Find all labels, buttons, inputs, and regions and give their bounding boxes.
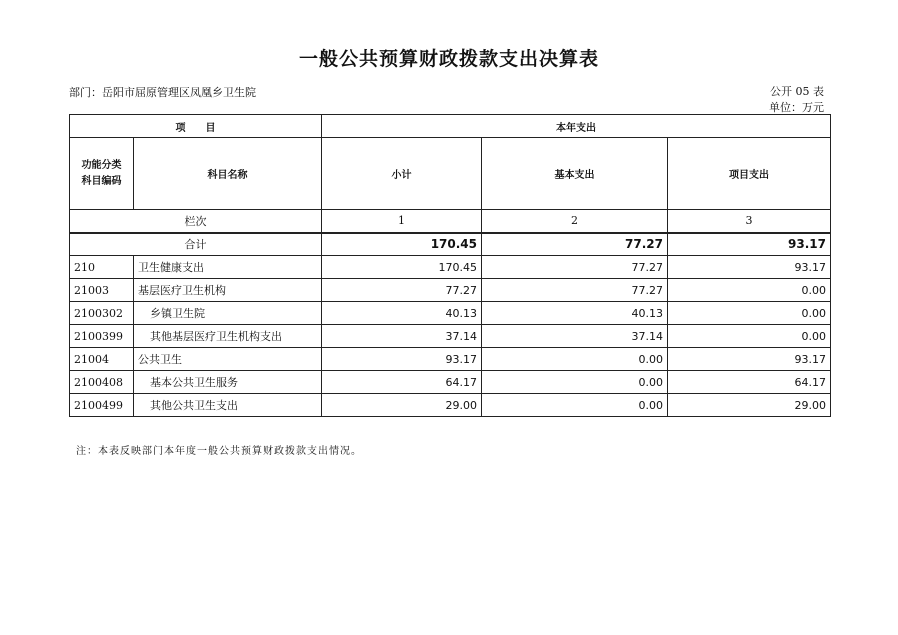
row-subtotal: 93.17 (322, 348, 482, 371)
row-project: 93.17 (668, 256, 831, 279)
row-subtotal: 77.27 (322, 279, 482, 302)
total-row (70, 233, 831, 256)
header-item: 项 目 (70, 115, 322, 138)
row-project: 29.00 (668, 394, 831, 417)
row-subtotal: 40.13 (322, 302, 482, 325)
row-code: 2100302 (70, 302, 134, 325)
header-current-year: 本年支出 (322, 115, 831, 138)
row-project: 0.00 (668, 302, 831, 325)
row-subtotal: 37.14 (322, 325, 482, 348)
row-subtotal: 64.17 (322, 371, 482, 394)
expenditure-table (69, 114, 831, 417)
row-name: 基层医疗卫生机构 (134, 279, 322, 302)
row-code: 2100408 (70, 371, 134, 394)
row-name: 其他基层医疗卫生机构支出 (134, 325, 322, 348)
total-project: 93.17 (668, 233, 831, 256)
header-row-2 (70, 138, 831, 210)
row-code: 2100499 (70, 394, 134, 417)
row-project: 0.00 (668, 325, 831, 348)
total-basic: 77.27 (482, 233, 668, 256)
row-basic: 77.27 (482, 279, 668, 302)
row-basic: 40.13 (482, 302, 668, 325)
header-code-line2: 科目编码 (81, 175, 122, 187)
row-project: 93.17 (668, 348, 831, 371)
row-project: 0.00 (668, 279, 831, 302)
row-subtotal: 170.45 (322, 256, 482, 279)
row-name: 其他公共卫生支出 (134, 394, 322, 417)
row-code: 210 (70, 256, 134, 279)
footnote: 注：本表反映部门本年度一般公共预算财政拨款支出情况。 (76, 446, 362, 457)
row-name: 公共卫生 (134, 348, 322, 371)
header-basic: 基本支出 (482, 138, 668, 210)
row-code: 2100399 (70, 325, 134, 348)
table-row (70, 394, 831, 417)
row-basic: 37.14 (482, 325, 668, 348)
department-label: 部门：岳阳市屈原管理区凤凰乡卫生院 (69, 86, 256, 99)
table-row (70, 348, 831, 371)
row-subtotal: 29.00 (322, 394, 482, 417)
header-name: 科目名称 (134, 138, 322, 210)
table-row (70, 371, 831, 394)
table-row (70, 256, 831, 279)
row-name: 基本公共卫生服务 (134, 371, 322, 394)
unit-label: 单位：万元 (769, 101, 824, 114)
row-basic: 0.00 (482, 394, 668, 417)
header-code (70, 138, 134, 210)
row-project: 64.17 (668, 371, 831, 394)
table-row (70, 302, 831, 325)
form-number: 公开 05 表 (770, 85, 824, 98)
header-row-1 (70, 115, 831, 138)
table-row (70, 325, 831, 348)
row-code: 21004 (70, 348, 134, 371)
row-basic: 0.00 (482, 348, 668, 371)
row-code: 21003 (70, 279, 134, 302)
column-index-label: 栏次 (70, 210, 322, 233)
column-index-3: 3 (668, 210, 831, 233)
row-name: 卫生健康支出 (134, 256, 322, 279)
report-title: 一般公共预算财政拨款支出决算表 (298, 48, 599, 70)
header-code-line1: 功能分类 (81, 159, 122, 171)
total-subtotal: 170.45 (322, 233, 482, 256)
header-project: 项目支出 (668, 138, 831, 210)
row-basic: 77.27 (482, 256, 668, 279)
row-basic: 0.00 (482, 371, 668, 394)
column-index-2: 2 (482, 210, 668, 233)
total-label: 合计 (70, 233, 322, 256)
column-index-1: 1 (322, 210, 482, 233)
row-name: 乡镇卫生院 (134, 302, 322, 325)
header-subtotal: 小计 (322, 138, 482, 210)
column-index-row (70, 210, 831, 233)
table-row (70, 279, 831, 302)
